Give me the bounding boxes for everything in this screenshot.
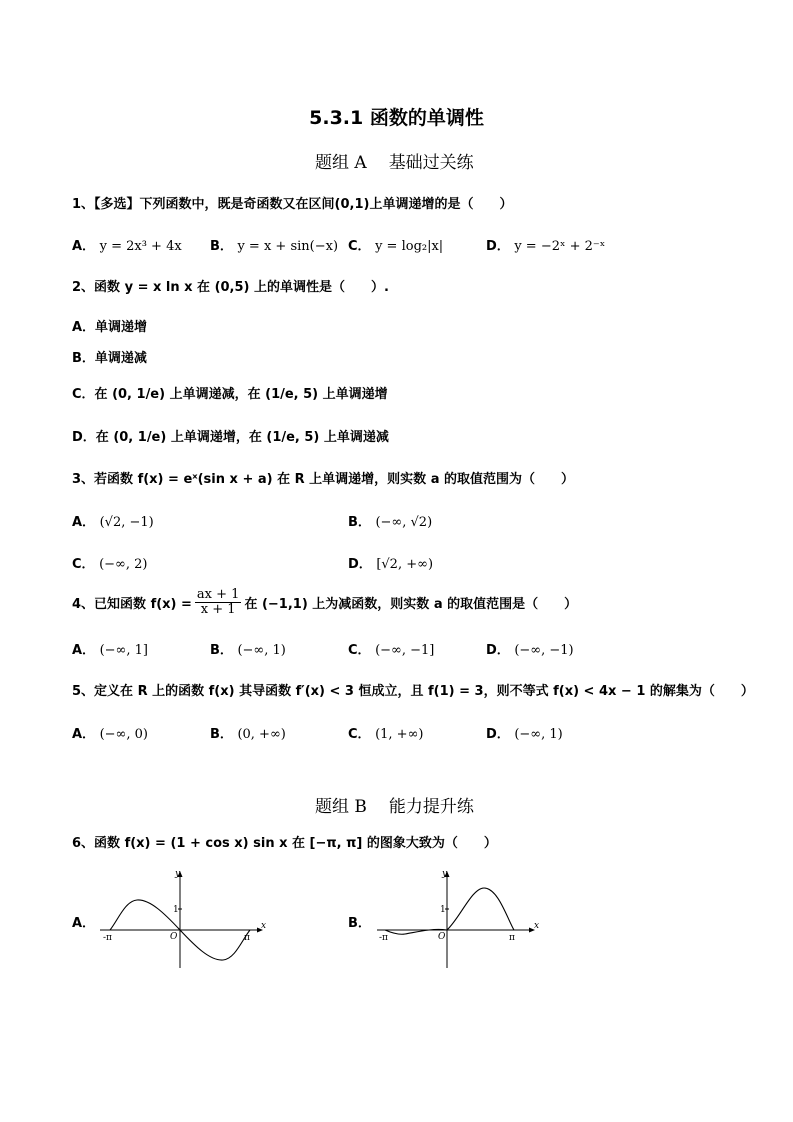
option-expr: (−∞, −1] bbox=[375, 643, 435, 658]
q3-option-a bbox=[72, 511, 154, 530]
option-expr: [√2, +∞) bbox=[376, 557, 434, 572]
page-title: 5.3.1 函数的单调性 bbox=[309, 107, 484, 129]
y-axis-label: y bbox=[175, 869, 181, 879]
option-label: C． bbox=[348, 643, 371, 658]
x-axis-label: x bbox=[534, 921, 540, 931]
q4-option-b bbox=[210, 639, 286, 658]
q5-stem: 5、定义在 R 上的函数 f(x) 其导函数 f′(x) < 3 恒成立，且 f(1) = 3，则不等式 f(x) < 4x − 1 的解集为（ ） bbox=[72, 684, 754, 699]
option-label: A． bbox=[72, 727, 96, 742]
q6-option-a-label: A． bbox=[72, 916, 96, 931]
option-label: A． bbox=[72, 239, 96, 254]
q2-option-a: A．单调递增 bbox=[72, 320, 148, 335]
option-label: D． bbox=[486, 643, 510, 658]
q4-option-d bbox=[486, 639, 574, 658]
option-label: D． bbox=[486, 727, 510, 742]
option-expr: (−∞, 1] bbox=[99, 643, 148, 658]
q6-graph-a bbox=[95, 868, 270, 970]
q6-option-b-label: B． bbox=[348, 916, 371, 931]
q1-stem: 1、【多选】下列函数中，既是奇函数又在区间(0,1)上单调递增的是（ ） bbox=[72, 197, 513, 212]
option-expr: (−∞, √2) bbox=[375, 515, 433, 530]
q3-option-d bbox=[348, 553, 433, 572]
q2-option-b: B．单调递减 bbox=[72, 351, 147, 366]
q1-option-d bbox=[486, 235, 605, 254]
option-expr: (−∞, 1) bbox=[514, 727, 563, 742]
option-expr: y = log₂|x| bbox=[375, 239, 444, 254]
y-tick-label-one: 1 bbox=[173, 905, 179, 915]
option-expr: (−∞, 1) bbox=[237, 643, 286, 658]
option-expr: (−∞, 0) bbox=[99, 727, 148, 742]
q4-fraction bbox=[195, 588, 242, 617]
q4-stem-post: 在 (−1,1) 上为减函数，则实数 a 的取值范围是（ ） bbox=[244, 597, 578, 612]
group-a-heading bbox=[315, 148, 474, 173]
group-a-label: 题组 A bbox=[315, 153, 367, 173]
option-label: B． bbox=[348, 515, 371, 530]
x-axis-label: x bbox=[261, 921, 267, 931]
q1-option-a bbox=[72, 235, 182, 254]
option-label: D． bbox=[486, 239, 510, 254]
q4-option-c bbox=[348, 639, 434, 658]
group-a-name: 基础过关练 bbox=[388, 153, 474, 173]
q3-option-c bbox=[72, 553, 147, 572]
option-label: B． bbox=[210, 643, 233, 658]
option-label: B． bbox=[210, 727, 233, 742]
group-b-name: 能力提升练 bbox=[388, 797, 474, 817]
option-expr: y = −2ˣ + 2⁻ˣ bbox=[514, 239, 606, 254]
y-tick-label-one: 1 bbox=[440, 905, 446, 915]
option-expr: (√2, −1) bbox=[99, 515, 154, 530]
y-axis-label: y bbox=[442, 869, 448, 879]
option-expr: y = x + sin(−x) bbox=[237, 239, 339, 254]
origin-label: O bbox=[170, 932, 178, 942]
neg-pi-label: -π bbox=[379, 933, 388, 943]
q5-option-d bbox=[486, 723, 563, 742]
q2-option-c: C．在 (0, 1/e) 上单调递减，在 (1/e, 5) 上单调递增 bbox=[72, 387, 388, 402]
q3-stem: 3、若函数 f(x) = eˣ(sin x + a) 在 R 上单调递增，则实数 a 的取值范围为（ ） bbox=[72, 472, 574, 487]
pi-label: π bbox=[244, 933, 250, 943]
curve bbox=[385, 888, 514, 934]
q6-stem: 6、函数 f(x) = (1 + cos x) sin x 在 [−π, π] 的图象大致为（ ） bbox=[72, 836, 497, 851]
q5-option-c bbox=[348, 723, 423, 742]
q6-graph-b bbox=[372, 868, 547, 970]
option-label: A． bbox=[72, 515, 96, 530]
option-expr: (1, +∞) bbox=[375, 727, 424, 742]
option-expr: (−∞, −1) bbox=[514, 643, 574, 658]
group-b-label: 题组 B bbox=[315, 797, 367, 817]
option-label: D． bbox=[348, 557, 372, 572]
q5-option-b bbox=[210, 723, 286, 742]
q4-fraction-denominator: x + 1 bbox=[200, 602, 236, 617]
group-b-heading bbox=[315, 792, 474, 817]
option-label: C． bbox=[348, 727, 371, 742]
q1-option-c bbox=[348, 235, 443, 254]
q4-stem-pre: 4、已知函数 f(x) = bbox=[72, 597, 192, 612]
q4-option-a bbox=[72, 639, 148, 658]
q4-stem bbox=[72, 588, 577, 617]
q4-fraction-numerator: ax + 1 bbox=[196, 587, 240, 602]
q3-option-b bbox=[348, 511, 432, 530]
option-label: C． bbox=[72, 557, 95, 572]
neg-pi-label: -π bbox=[103, 933, 112, 943]
q2-option-d: D．在 (0, 1/e) 上单调递增，在 (1/e, 5) 上单调递减 bbox=[72, 430, 389, 445]
option-label: C． bbox=[348, 239, 371, 254]
q2-stem: 2、函数 y = x ln x 在 (0,5) 上的单调性是（ ）. bbox=[72, 280, 389, 295]
option-label: B． bbox=[210, 239, 233, 254]
option-expr: y = 2x³ + 4x bbox=[99, 239, 182, 254]
origin-label: O bbox=[438, 932, 446, 942]
option-expr: (0, +∞) bbox=[237, 727, 286, 742]
option-label: A． bbox=[72, 643, 96, 658]
q1-option-b bbox=[210, 235, 338, 254]
option-expr: (−∞, 2) bbox=[99, 557, 148, 572]
q5-option-a bbox=[72, 723, 148, 742]
pi-label: π bbox=[509, 933, 515, 943]
